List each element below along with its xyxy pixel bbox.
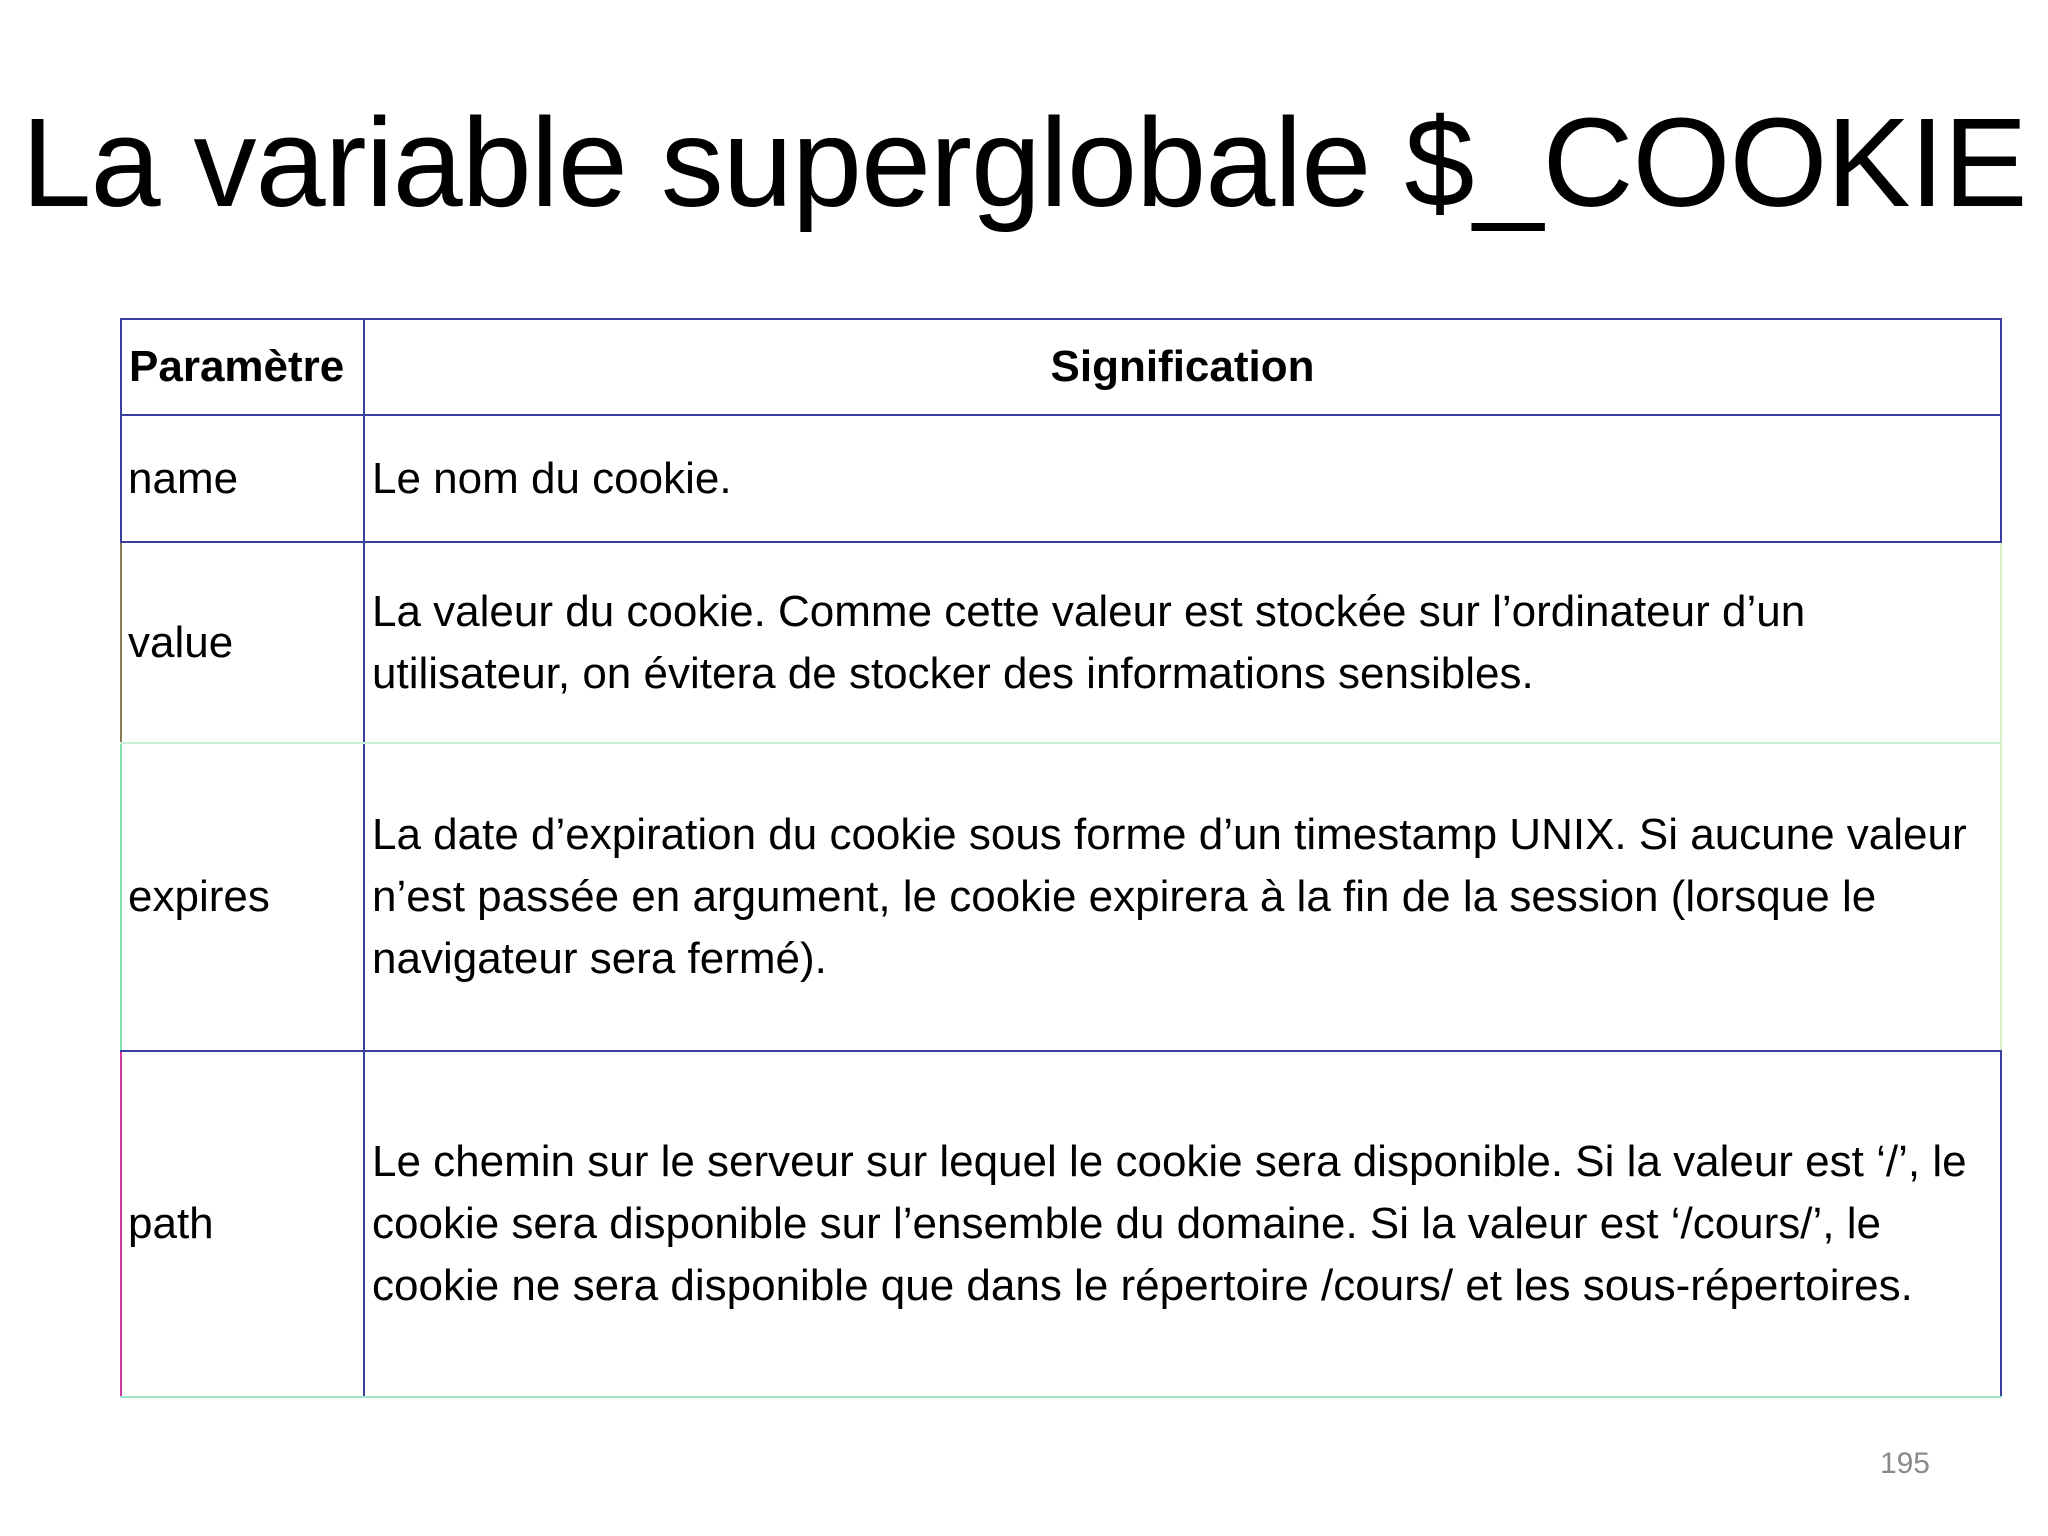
slide-title: La variable superglobale $_COOKIE <box>21 92 2027 233</box>
page-number: 195 <box>1879 1447 1930 1480</box>
table-row <box>121 542 2001 743</box>
param-cell-name: name <box>121 415 364 542</box>
param-cell-path: path <box>121 1051 364 1397</box>
meaning-cell-name: Le nom du cookie. <box>364 415 2001 542</box>
table-row <box>121 1051 2001 1397</box>
meaning-cell-expires: La date d’expiration du cookie sous forme d’un timestamp UNIX. Si aucune valeur n’est passée en argument, le cookie expirera à la fin de la session (lorsque le navigateur sera fermé). <box>364 743 2001 1051</box>
table-header-row <box>121 319 2001 415</box>
table-row <box>121 415 2001 542</box>
meaning-cell-value: La valeur du cookie. Comme cette valeur est stockée sur l’ordinateur d’un utilisateur, on évitera de stocker des informations sensibles. <box>364 542 2001 743</box>
table-row <box>121 743 2001 1051</box>
param-cell-expires: expires <box>121 743 364 1051</box>
meaning-cell-path: Le chemin sur le serveur sur lequel le cookie sera disponible. Si la valeur est ‘/’, le cookie sera disponible sur l’ensemble du domaine. Si la valeur est ‘/cours/’, le cookie ne sera disponible que dans le répertoire /cours/ et les sous-répertoires. <box>364 1051 2001 1397</box>
parameter-table-container <box>120 318 2000 1398</box>
param-cell-value: value <box>121 542 364 743</box>
header-signification: Signification <box>364 319 2001 415</box>
header-parametre: Paramètre <box>121 319 364 415</box>
cookie-parameters-table <box>120 318 2002 1398</box>
